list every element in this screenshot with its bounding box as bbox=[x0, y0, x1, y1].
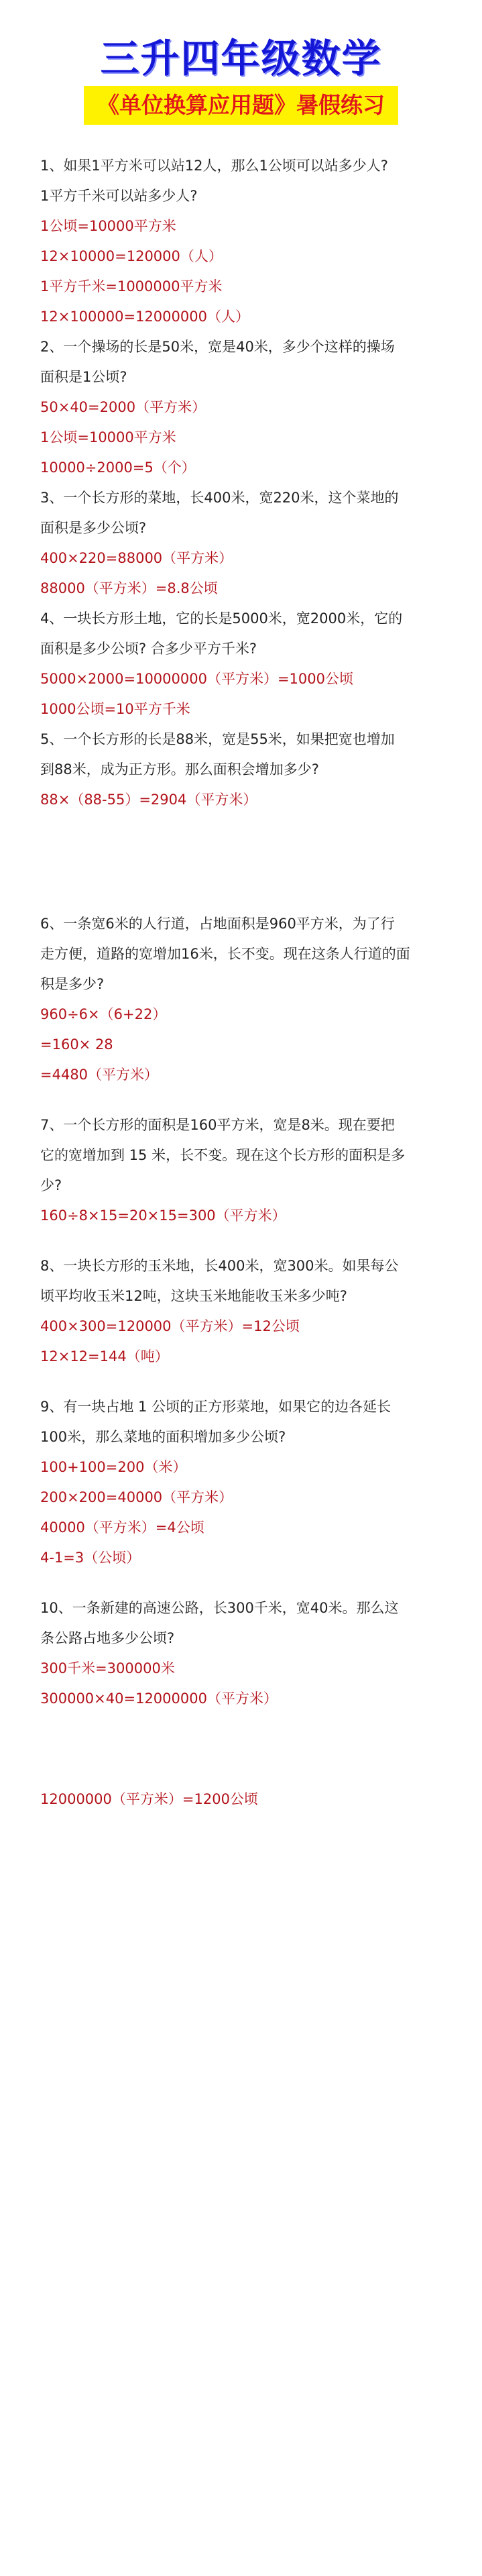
problem-7 bbox=[40, 1110, 463, 1231]
question-line: 顷平均收玉米12吨，这块玉米地能收玉米多少吨? bbox=[40, 1288, 347, 1304]
question-line: 积是多少? bbox=[40, 976, 105, 992]
answer-line: =4480（平方米） bbox=[40, 1067, 159, 1083]
answer-line: 12×12=144（吨） bbox=[40, 1348, 169, 1364]
problem-1 bbox=[40, 151, 463, 332]
answer-line: 1公顷=10000平方米 bbox=[40, 429, 176, 445]
spacer bbox=[40, 1231, 463, 1251]
answer-line: 1平方千米=1000000平方米 bbox=[40, 278, 223, 294]
problem-3 bbox=[40, 483, 463, 604]
question-line: 6、一条宽6米的人行道，占地面积是960平方米，为了行 bbox=[40, 916, 395, 932]
answer-line: 200×200=40000（平方米） bbox=[40, 1489, 233, 1505]
question-line: 走方便，道路的宽增加16米，长不变。现在这条人行道的面 bbox=[40, 946, 410, 962]
answer-line: 1000公顷=10平方千米 bbox=[40, 701, 190, 717]
question-line: 2、一个操场的长是50米，宽是40米，多少个这样的操场 bbox=[40, 339, 395, 355]
spacer bbox=[40, 815, 463, 909]
answer-line: =160× 28 bbox=[40, 1036, 113, 1053]
question-line: 100米，那么菜地的面积增加多少公顷? bbox=[40, 1429, 286, 1445]
answer-line: 88×（88-55）=2904（平方米） bbox=[40, 792, 257, 808]
spacer bbox=[40, 1372, 463, 1392]
answer-line: 4-1=3（公顷） bbox=[40, 1550, 141, 1566]
question-line: 它的宽增加到 15 米，长不变。现在这个长方形的面积是多 bbox=[40, 1147, 406, 1163]
answer-line: 10000÷2000=5（个） bbox=[40, 460, 196, 476]
question-line: 8、一块长方形的玉米地，长400米，宽300米。如果每公 bbox=[40, 1258, 399, 1274]
question-line: 到88米，成为正方形。那么面积会增加多少? bbox=[40, 761, 319, 777]
spacer bbox=[40, 1573, 463, 1593]
question-line: 少? bbox=[40, 1177, 62, 1193]
question-line: 7、一个长方形的面积是160平方米，宽是8米。现在要把 bbox=[40, 1117, 395, 1133]
spacer bbox=[40, 1714, 463, 1784]
spacer bbox=[40, 1090, 463, 1110]
question-line: 面积是多少公顷? 合多少平方千米? bbox=[40, 641, 257, 657]
question-line: 1、如果1平方米可以站12人，那么1公顷可以站多少人? bbox=[40, 158, 388, 174]
problem-6 bbox=[40, 909, 463, 1090]
subtitle: 《单位换算应用题》暑假练习 bbox=[84, 86, 398, 125]
problem-8 bbox=[40, 1251, 463, 1372]
problem-5 bbox=[40, 724, 463, 815]
question-line: 面积是多少公顷? bbox=[40, 520, 147, 536]
answer-line: 12×10000=120000（人） bbox=[40, 248, 223, 264]
answer-line: 1公顷=10000平方米 bbox=[40, 218, 176, 234]
problem-9 bbox=[40, 1392, 463, 1573]
page-title: 三升四年级数学 bbox=[100, 36, 382, 81]
answer-line: 400×300=120000（平方米）=12公顷 bbox=[40, 1318, 300, 1334]
answer-line: 12×100000=12000000（人） bbox=[40, 309, 249, 325]
answer-line: 300千米=300000米 bbox=[40, 1660, 175, 1676]
question-line: 1平方千米可以站多少人? bbox=[40, 188, 198, 204]
problem-list bbox=[40, 151, 463, 1815]
answer-line: 40000（平方米）=4公顷 bbox=[40, 1519, 204, 1536]
answer-line: 88000（平方米）=8.8公顷 bbox=[40, 580, 218, 596]
answer-line: 160÷8×15=20×15=300（平方米） bbox=[40, 1208, 286, 1224]
question-line: 3、一个长方形的菜地，长400米，宽220米，这个菜地的 bbox=[40, 490, 399, 506]
answer-line: 50×40=2000（平方米） bbox=[40, 399, 206, 415]
problem-2 bbox=[40, 332, 463, 483]
answer-line: 400×220=88000（平方米） bbox=[40, 550, 233, 566]
answer-line: 300000×40=12000000（平方米） bbox=[40, 1690, 278, 1707]
problem-4 bbox=[40, 604, 463, 724]
subtitle-banner bbox=[0, 86, 482, 125]
question-line: 4、一块长方形土地，它的长是5000米，宽2000米，它的 bbox=[40, 610, 403, 627]
final-answer-line: 12000000（平方米）=1200公顷 bbox=[40, 1791, 258, 1807]
answer-line: 960÷6×（6+22） bbox=[40, 1006, 167, 1022]
question-line: 5、一个长方形的长是88米，宽是55米，如果把宽也增加 bbox=[40, 731, 395, 747]
question-line: 10、一条新建的高速公路，长300千米，宽40米。那么这 bbox=[40, 1600, 399, 1616]
question-line: 9、有一块占地 1 公顷的正方形菜地，如果它的边各延长 bbox=[40, 1399, 391, 1415]
answer-line: 5000×2000=10000000（平方米）=1000公顷 bbox=[40, 671, 354, 687]
problem-10 bbox=[40, 1593, 463, 1714]
question-line: 面积是1公顷? bbox=[40, 369, 127, 385]
question-line: 条公路占地多少公顷? bbox=[40, 1630, 175, 1646]
answer-line: 100+100=200（米） bbox=[40, 1459, 187, 1475]
